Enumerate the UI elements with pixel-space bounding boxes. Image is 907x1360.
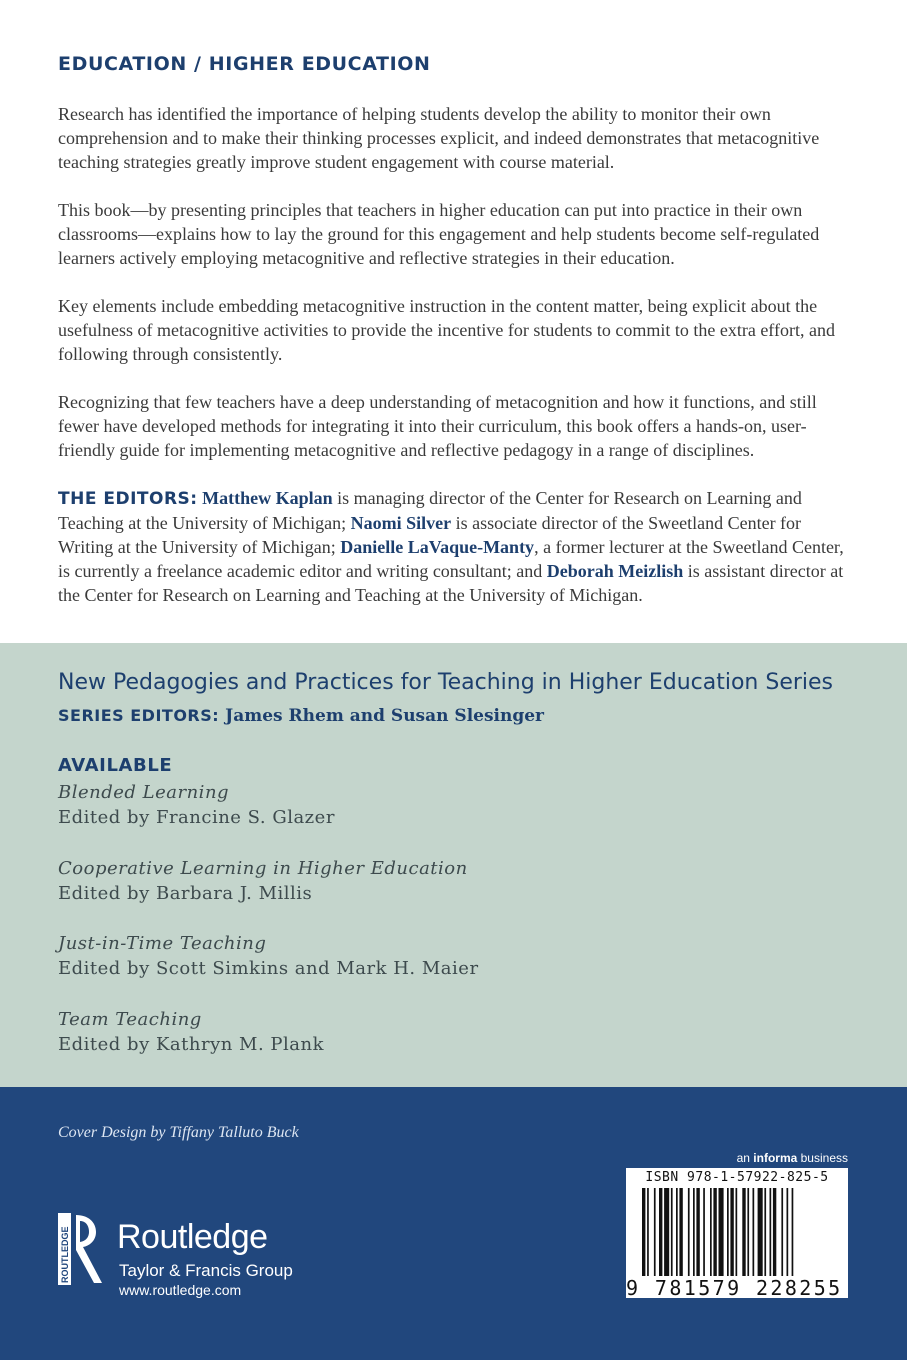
editors-bio xyxy=(58,486,858,607)
book-title: Cooperative Learning in Higher Education xyxy=(58,858,468,879)
ean-digits: 9 781579 228255 xyxy=(626,1276,843,1300)
barcode-stripe xyxy=(792,1188,794,1276)
barcode-stripe xyxy=(764,1188,766,1276)
description-paragraph: This book—by presenting principles that teachers in higher education can put into practice in their own classrooms—explains how to lay the ground for this engagement and help students become self-regulated learners actively employing metacognitive and reflective strategies in their education. xyxy=(58,200,820,268)
informa-tagline: an informa business xyxy=(736,1151,848,1165)
book-title: Blended Learning xyxy=(58,782,230,803)
editor-bio-text: is managing director of the Center for Research on Learning and Teaching at the University of Michigan; xyxy=(58,488,802,533)
series-book xyxy=(58,931,479,981)
barcode-stripe xyxy=(730,1188,733,1276)
book-editor: Edited by Scott Simkins and Mark H. Maier xyxy=(58,958,479,979)
barcode xyxy=(626,1168,848,1298)
barcode-stripe xyxy=(758,1188,763,1276)
isbn-label: ISBN 978-1-57922-825-5 xyxy=(645,1170,829,1185)
svg-text:ROUTLEDGE: ROUTLEDGE xyxy=(60,1226,70,1283)
barcode-stripe xyxy=(773,1188,776,1276)
description-paragraph: Research has identified the importance of helping students develop the ability to monitor their own comprehension and to make their thinking processes explicit, and indeed demonstrates that metacognitive teaching strategies greatly improve student engagement with course material. xyxy=(58,104,820,172)
barcode-stripe xyxy=(747,1188,749,1276)
barcode-bars xyxy=(640,1188,840,1280)
series-editors-label: SERIES EDITORS: xyxy=(58,706,220,725)
book-editor: Edited by Barbara J. Millis xyxy=(58,883,313,904)
series-book xyxy=(58,780,335,830)
series-editors xyxy=(58,706,544,726)
barcode-stripe xyxy=(719,1188,724,1276)
barcode-stripe xyxy=(693,1188,695,1276)
barcode-stripe xyxy=(727,1188,729,1276)
publisher-group: Taylor & Francis Group xyxy=(119,1261,293,1280)
barcode-stripe xyxy=(671,1188,673,1276)
barcode-stripe xyxy=(654,1188,656,1276)
barcode-stripe xyxy=(696,1188,699,1276)
barcode-stripe xyxy=(787,1188,789,1276)
editor-bio-text: is assistant director at the Center for Research on Learning and Teaching at the University of Michigan. xyxy=(58,561,844,605)
book-title: Team Teaching xyxy=(58,1009,202,1030)
series-book xyxy=(58,856,468,906)
cover-design-credit: Cover Design by Tiffany Talluto Buck xyxy=(58,1124,299,1141)
series-title: New Pedagogies and Practices for Teaching in Higher Education Series xyxy=(58,670,834,695)
routledge-logo-icon xyxy=(58,1213,106,1285)
editor-bio-text: is associate director of the Sweetland Center for Writing at the University of Michigan; xyxy=(58,513,802,557)
barcode-stripe xyxy=(688,1188,690,1276)
barcode-stripe xyxy=(710,1188,712,1276)
editors-label: THE EDITORS: xyxy=(58,489,198,509)
series-editors-names: James Rhem and Susan Slesinger xyxy=(225,706,545,726)
description-section xyxy=(0,0,907,643)
category-heading: EDUCATION / HIGHER EDUCATION xyxy=(58,53,431,75)
barcode-stripe xyxy=(742,1188,745,1276)
barcode-stripe xyxy=(659,1188,662,1276)
barcode-stripe xyxy=(664,1188,669,1276)
barcode-stripe xyxy=(736,1188,738,1276)
book-title: Just-in-Time Teaching xyxy=(58,933,267,954)
series-section xyxy=(0,643,907,1087)
barcode-stripe xyxy=(676,1188,678,1276)
editor-name: Danielle LaVaque-Manty xyxy=(340,537,535,557)
available-heading: AVAILABLE xyxy=(58,755,173,776)
book-editor: Edited by Kathryn M. Plank xyxy=(58,1034,325,1055)
barcode-stripe xyxy=(642,1188,645,1276)
description-paragraph: Key elements include embedding metacognitive instruction in the content matter, being explicit about the usefulness of metacognitive activities to provide the incentive for students to commit to the extra effort, and following through consistently. xyxy=(58,296,835,364)
barcode-stripe xyxy=(770,1188,772,1276)
barcode-stripe xyxy=(781,1188,783,1276)
publisher-url: www.routledge.com xyxy=(119,1282,242,1298)
publisher-footer xyxy=(0,1087,907,1360)
publisher-name: Routledge xyxy=(117,1218,268,1256)
editor-name: Deborah Meizlish xyxy=(546,561,684,581)
editor-bio-text: , a former lecturer at the Sweetland Center, is currently a freelance academic editor and writing consultant; and xyxy=(58,537,844,581)
barcode-stripe xyxy=(713,1188,716,1276)
book-editor: Edited by Francine S. Glazer xyxy=(58,807,335,828)
barcode-stripe xyxy=(679,1188,682,1276)
editor-name: Matthew Kaplan xyxy=(202,488,333,508)
series-book xyxy=(58,1007,324,1057)
barcode-stripe xyxy=(753,1188,755,1276)
barcode-stripe xyxy=(647,1188,649,1276)
barcode-stripe xyxy=(703,1188,705,1276)
description-paragraph: Recognizing that few teachers have a deep understanding of metacognition and how it functions, and still fewer have developed methods for integrating it into their curriculum, this book offers a hands-on, user-friendly guide for implementing metacognitive and reflective pedagogy in a range of disciplines. xyxy=(58,392,817,460)
editor-name: Naomi Silver xyxy=(350,513,452,533)
